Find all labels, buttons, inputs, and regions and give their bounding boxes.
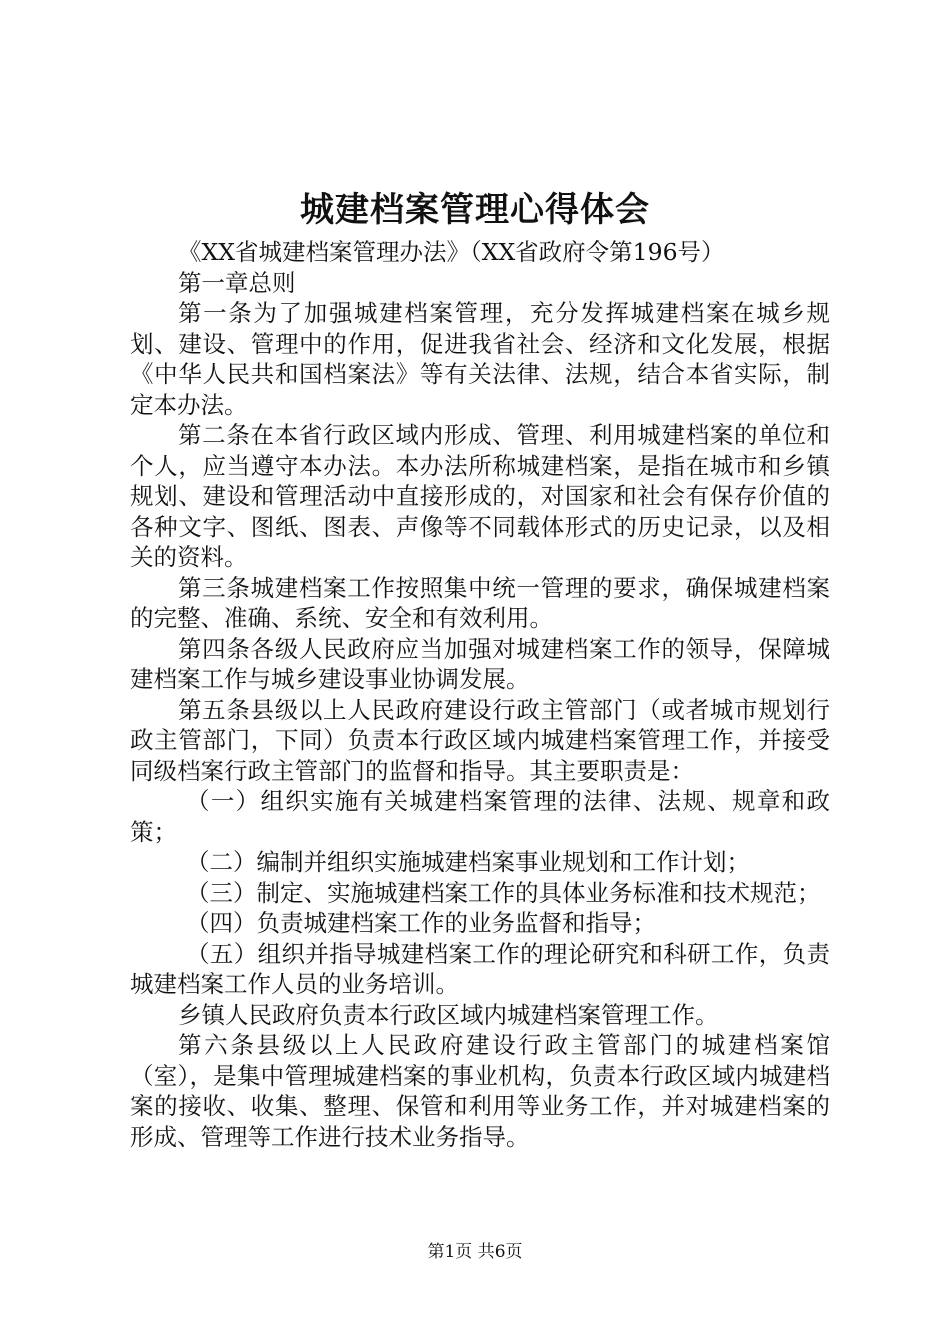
paragraph-article-1: 第一条为了加强城建档案管理，充分发挥城建档案在城乡规划、建设、管理中的作用，促进我省社会、经济和文化发展，根据《中华人民共和国档案法》等有关法律、法规，结合本省实际，制定本办法。	[130, 299, 830, 419]
paragraph-article-4: 第四条各级人民政府应当加强对城建档案工作的领导，保障城建档案工作与城乡建设事业协调发展。	[130, 634, 830, 693]
paragraph-item-2: （二）编制并组织实施城建档案事业规划和工作计划；	[186, 848, 750, 876]
document-title: 城建档案管理心得体会	[300, 190, 650, 230]
document-body	[130, 237, 830, 1152]
paragraph-article-2: 第二条在本省行政区域内形成、管理、利用城建档案的单位和个人，应当遵守本办法。本办法所称城建档案，是指在城市和乡镇规划、建设和管理活动中直接形成的，对国家和社会有保存价值的各种文字、图纸、图表、声像等不同载体形式的历史记录，以及相关的资料。	[130, 421, 830, 571]
paragraph-township: 乡镇人民政府负责本行政区域内城建档案管理工作。	[178, 1000, 719, 1029]
paragraph-item-4: （四）负责城建档案工作的业务监督和指导；	[186, 909, 656, 937]
paragraph-article-5: 第五条县级以上人民政府建设行政主管部门（或者城市规划行政主管部门，下同）负责本行政区域内城建档案管理工作，并接受同级档案行政主管部门的监督和指导。其主要职责是：	[130, 695, 830, 785]
page-number-footer: 第1页 共6页	[427, 1242, 523, 1262]
paragraph-article-3: 第三条城建档案工作按照集中统一管理的要求，确保城建档案的完整、准确、系统、安全和有效利用。	[130, 573, 830, 632]
paragraph-regulation-title: 《XX省城建档案管理办法》（XX省政府令第196号）	[178, 238, 725, 266]
paragraph-item-1: （一）组织实施有关城建档案管理的法律、法规、规章和政策；	[130, 787, 830, 846]
paragraph-chapter-heading: 第一章总则	[178, 268, 296, 297]
paragraph-item-5: （五）组织并指导城建档案工作的理论研究和科研工作，负责城建档案工作人员的业务培训。	[130, 939, 830, 998]
paragraph-article-6: 第六条县级以上人民政府建设行政主管部门的城建档案馆（室），是集中管理城建档案的事业机构，负责本行政区域内城建档案的接收、收集、整理、保管和利用等业务工作，并对城建档案的形成、管理等工作进行技术业务指导。	[130, 1031, 830, 1151]
paragraph-item-3: （三）制定、实施城建档案工作的具体业务标准和技术规范；	[186, 878, 821, 907]
